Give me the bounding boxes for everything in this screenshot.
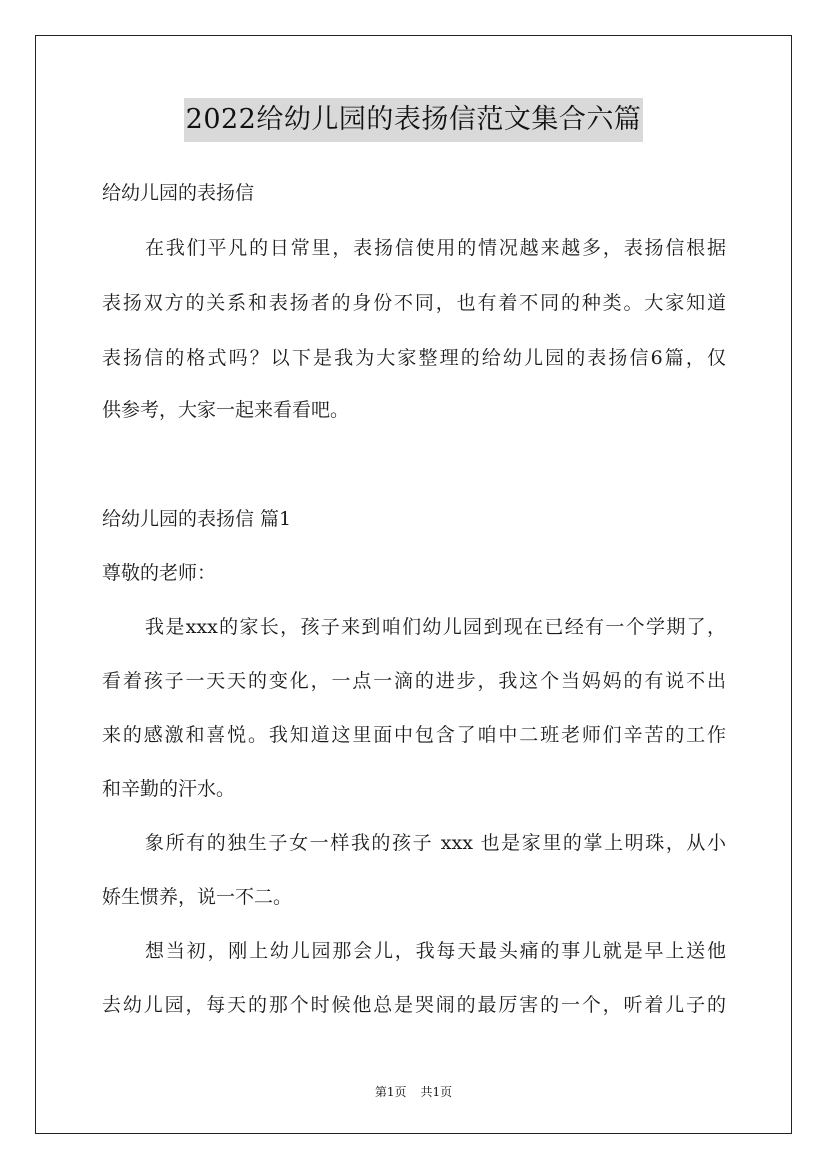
paragraph-line: 来的感激和喜悦。我知道这里面中包含了咱中二班老师们辛苦的工作 [102, 724, 726, 746]
document-title: 2022给幼儿园的表扬信范文集合六篇 [184, 98, 644, 142]
page-total: 共1页 [420, 1085, 453, 1099]
intro-heading: 给幼儿园的表扬信 [102, 182, 255, 204]
section-heading: 给幼儿园的表扬信 篇1 [102, 508, 292, 530]
paragraph-line: 我是xxx的家长，孩子来到咱们幼儿园到现在已经有一个学期了， [145, 616, 726, 638]
paragraph-line: 供参考，大家一起来看看吧。 [102, 399, 350, 421]
paragraph-line: 娇生惯养，说一不二。 [102, 886, 293, 908]
paragraph-line: 表扬双方的关系和表扬者的身份不同，也有着不同的种类。大家知道 [102, 292, 726, 314]
paragraph-line: 看着孩子一天天的变化，一点一滴的进步，我这个当妈妈的有说不出 [102, 670, 726, 692]
paragraph-line: 想当初，刚上幼儿园那会儿，我每天最头痛的事儿就是早上送他 [145, 940, 726, 962]
paragraph-line: 表扬信的格式吗？以下是我为大家整理的给幼儿园的表扬信6篇，仅 [102, 347, 726, 369]
salutation: 尊敬的老师： [102, 562, 217, 584]
page-footer [0, 1084, 827, 1100]
title-container [0, 98, 827, 142]
page-number: 第1页 [374, 1085, 407, 1099]
paragraph-line: 去幼儿园，每天的那个时候他总是哭闹的最厉害的一个，听着儿子的 [102, 994, 726, 1016]
paragraph-line: 在我们平凡的日常里，表扬信使用的情况越来越多，表扬信根据 [145, 237, 726, 259]
paragraph-line: 和辛勤的汗水。 [102, 778, 236, 800]
paragraph-line: 象所有的独生子女一样我的孩子 xxx 也是家里的掌上明珠，从小 [145, 832, 726, 854]
